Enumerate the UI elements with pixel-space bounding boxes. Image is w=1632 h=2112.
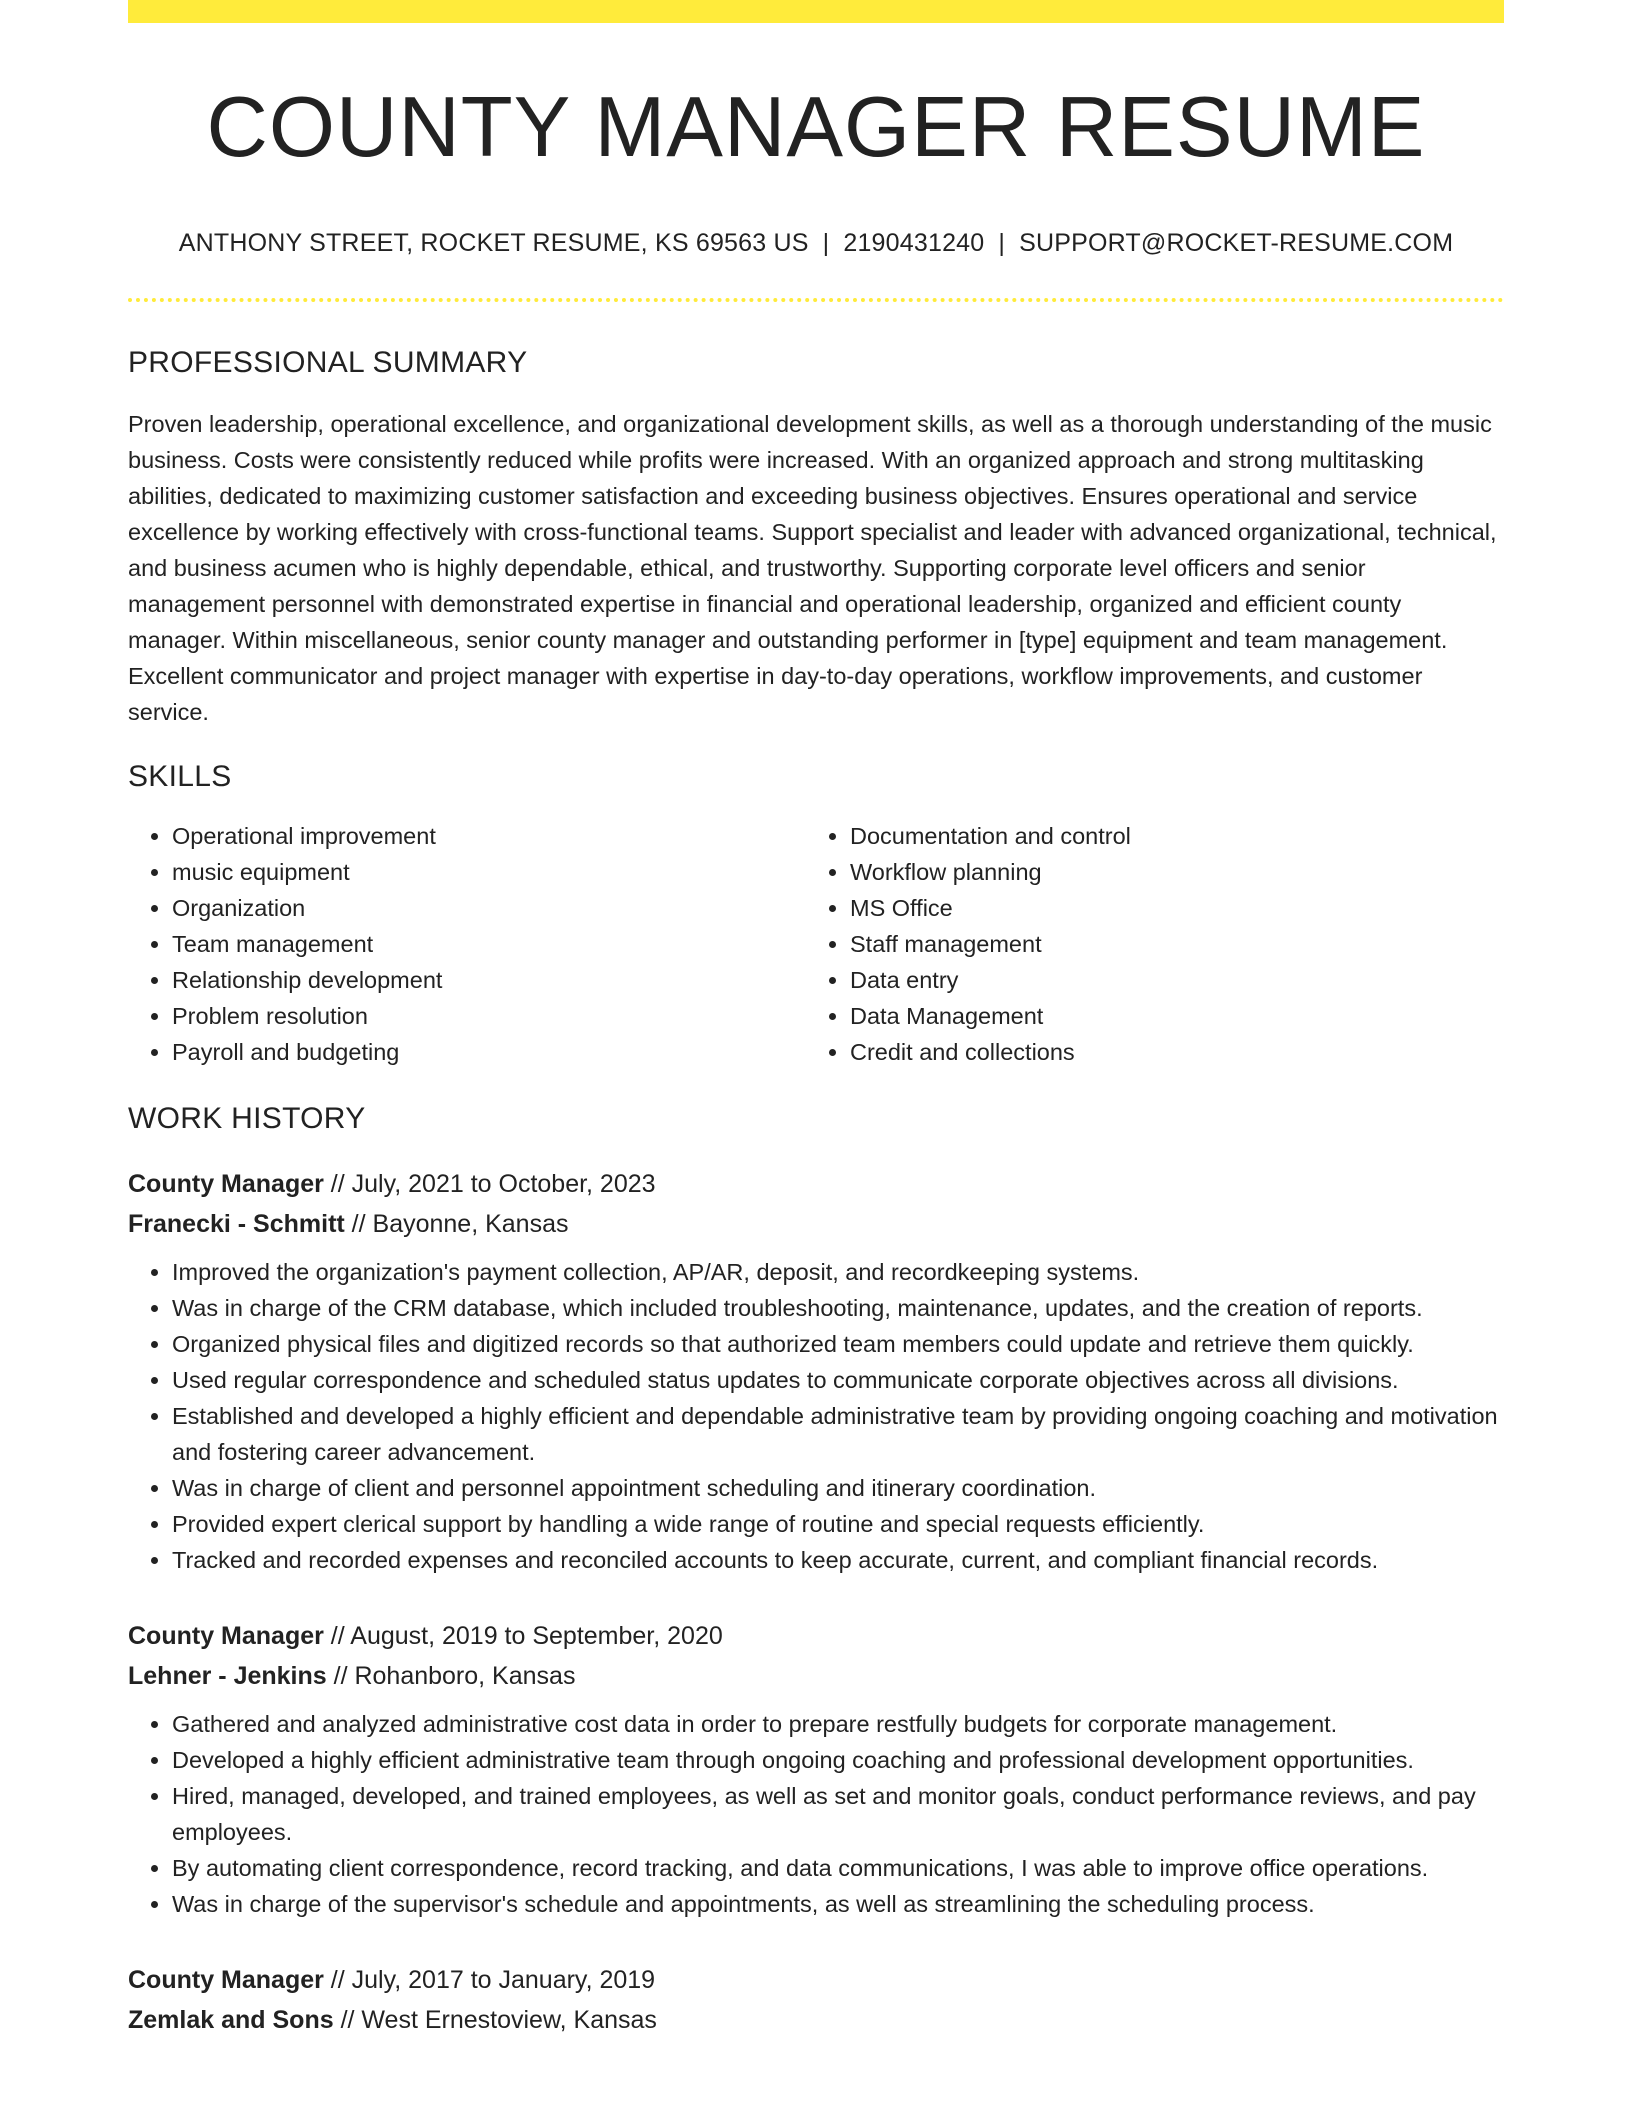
- contact-email: SUPPORT@ROCKET-RESUME.COM: [1019, 228, 1454, 257]
- skill-item: • MS Office: [850, 890, 1484, 926]
- job-role-line: [128, 1164, 1504, 1204]
- job-location: // Bayonne, Kansas: [344, 1209, 569, 1238]
- skill-item: • Credit and collections: [850, 1034, 1484, 1070]
- dotted-divider: [128, 298, 1504, 302]
- resume-page: [128, 0, 1504, 2040]
- job-company: Lehner - Jenkins: [128, 1661, 327, 1690]
- skills-grid: [128, 818, 1504, 1070]
- contact-phone: 2190431240: [843, 228, 985, 257]
- summary-text: Proven leadership, operational excellence, and organizational development skills, as well as a thorough understanding of the music business. Costs were consistently reduced while profits were increased. With an organized approach and strong multitasking abilities, dedicated to maximizing customer satisfaction and exceeding business objectives. Ensures operational and service excellence by working effectively with cross-functional teams. Support specialist and leader with advanced organizational, technical, and business acumen who is highly dependable, ethical, and trustworthy. Supporting corporate level officers and senior management personnel with demonstrated expertise in financial and operational leadership, organized and efficient county manager. Within miscellaneous, senior county manager and outstanding performer in [type] equipment and team management. Excellent communicator and project manager with expertise in day-to-day operations, workflow improvements, and customer service.: [128, 410, 1497, 725]
- job-bullet: • Organized physical files and digitized records so that authorized team members could update and retrieve them quickly.: [172, 1326, 1504, 1362]
- contact-separator: |: [822, 228, 830, 257]
- skill-item: • Relationship development: [172, 962, 806, 998]
- job-entry: [128, 1960, 1504, 2040]
- job-bullet: • Improved the organization's payment collection, AP/AR, deposit, and recordkeeping systems.: [172, 1254, 1504, 1290]
- job-bullet: • Was in charge of client and personnel appointment scheduling and itinerary coordination.: [172, 1470, 1504, 1506]
- summary-heading: PROFESSIONAL SUMMARY: [128, 345, 528, 379]
- contact-line: [128, 229, 1504, 258]
- skill-item: • Payroll and budgeting: [172, 1034, 806, 1070]
- job-dates: // August, 2019 to September, 2020: [323, 1621, 723, 1650]
- job-company: Zemlak and Sons: [128, 2005, 334, 2034]
- job-bullet: • Hired, managed, developed, and trained employees, as well as set and monitor goals, conduct performance reviews, and pay employees.: [172, 1778, 1504, 1850]
- work-history-heading: WORK HISTORY: [128, 1101, 366, 1135]
- job-role-line: [128, 1616, 1504, 1656]
- job-bullet: • Gathered and analyzed administrative cost data in order to prepare restfully budgets for corporate management.: [172, 1706, 1504, 1742]
- skill-item: • Documentation and control: [850, 818, 1484, 854]
- skills-column-right: [806, 818, 1484, 1070]
- job-company: Franecki - Schmitt: [128, 1209, 345, 1238]
- job-bullet: • Tracked and recorded expenses and reconciled accounts to keep accurate, current, and compliant financial records.: [172, 1542, 1504, 1578]
- contact-address: ANTHONY STREET, ROCKET RESUME, KS 69563 US: [178, 228, 809, 257]
- skill-item: • Staff management: [850, 926, 1484, 962]
- skill-item: • Data entry: [850, 962, 1484, 998]
- skill-item: • Problem resolution: [172, 998, 806, 1034]
- job-bullet: • Provided expert clerical support by handling a wide range of routine and special requests efficiently.: [172, 1506, 1504, 1542]
- skill-item: • Data Management: [850, 998, 1484, 1034]
- job-bullet: • Was in charge of the supervisor's schedule and appointments, as well as streamlining the scheduling process.: [172, 1886, 1504, 1922]
- job-company-line: [128, 1204, 1504, 1244]
- job-location: // Rohanboro, Kansas: [326, 1661, 576, 1690]
- job-bullet: • Established and developed a highly efficient and dependable administrative team by providing ongoing coaching and motivation and fostering career advancement.: [172, 1398, 1504, 1470]
- job-role: County Manager: [128, 1169, 324, 1198]
- skills-column-left: [128, 818, 806, 1070]
- job-company-line: [128, 1656, 1504, 1696]
- skill-item: • music equipment: [172, 854, 806, 890]
- job-dates: // July, 2017 to January, 2019: [323, 1965, 656, 1994]
- job-role-line: [128, 1960, 1504, 2000]
- job-location: // West Ernestoview, Kansas: [333, 2005, 657, 2034]
- skill-item: • Workflow planning: [850, 854, 1484, 890]
- skills-heading: SKILLS: [128, 759, 232, 793]
- skill-item: • Operational improvement: [172, 818, 806, 854]
- job-bullet: • By automating client correspondence, record tracking, and data communications, I was able to improve office operations.: [172, 1850, 1504, 1886]
- job-company-line: [128, 2000, 1504, 2040]
- job-role: County Manager: [128, 1965, 324, 1994]
- contact-separator: |: [998, 228, 1006, 257]
- job-bullets: [128, 1706, 1504, 1922]
- job-bullet: • Used regular correspondence and scheduled status updates to communicate corporate objectives across all divisions.: [172, 1362, 1504, 1398]
- job-bullets: [128, 1254, 1504, 1578]
- job-dates: // July, 2021 to October, 2023: [323, 1169, 656, 1198]
- job-entry: [128, 1164, 1504, 1578]
- job-role: County Manager: [128, 1621, 324, 1650]
- page-title: COUNTY MANAGER RESUME: [206, 80, 1426, 175]
- top-accent-bar: [128, 0, 1504, 23]
- job-bullet: • Developed a highly efficient administrative team through ongoing coaching and professional development opportunities.: [172, 1742, 1504, 1778]
- job-entry: [128, 1616, 1504, 1922]
- job-bullet: • Was in charge of the CRM database, which included troubleshooting, maintenance, updates, and the creation of reports.: [172, 1290, 1504, 1326]
- skill-item: • Team management: [172, 926, 806, 962]
- skill-item: • Organization: [172, 890, 806, 926]
